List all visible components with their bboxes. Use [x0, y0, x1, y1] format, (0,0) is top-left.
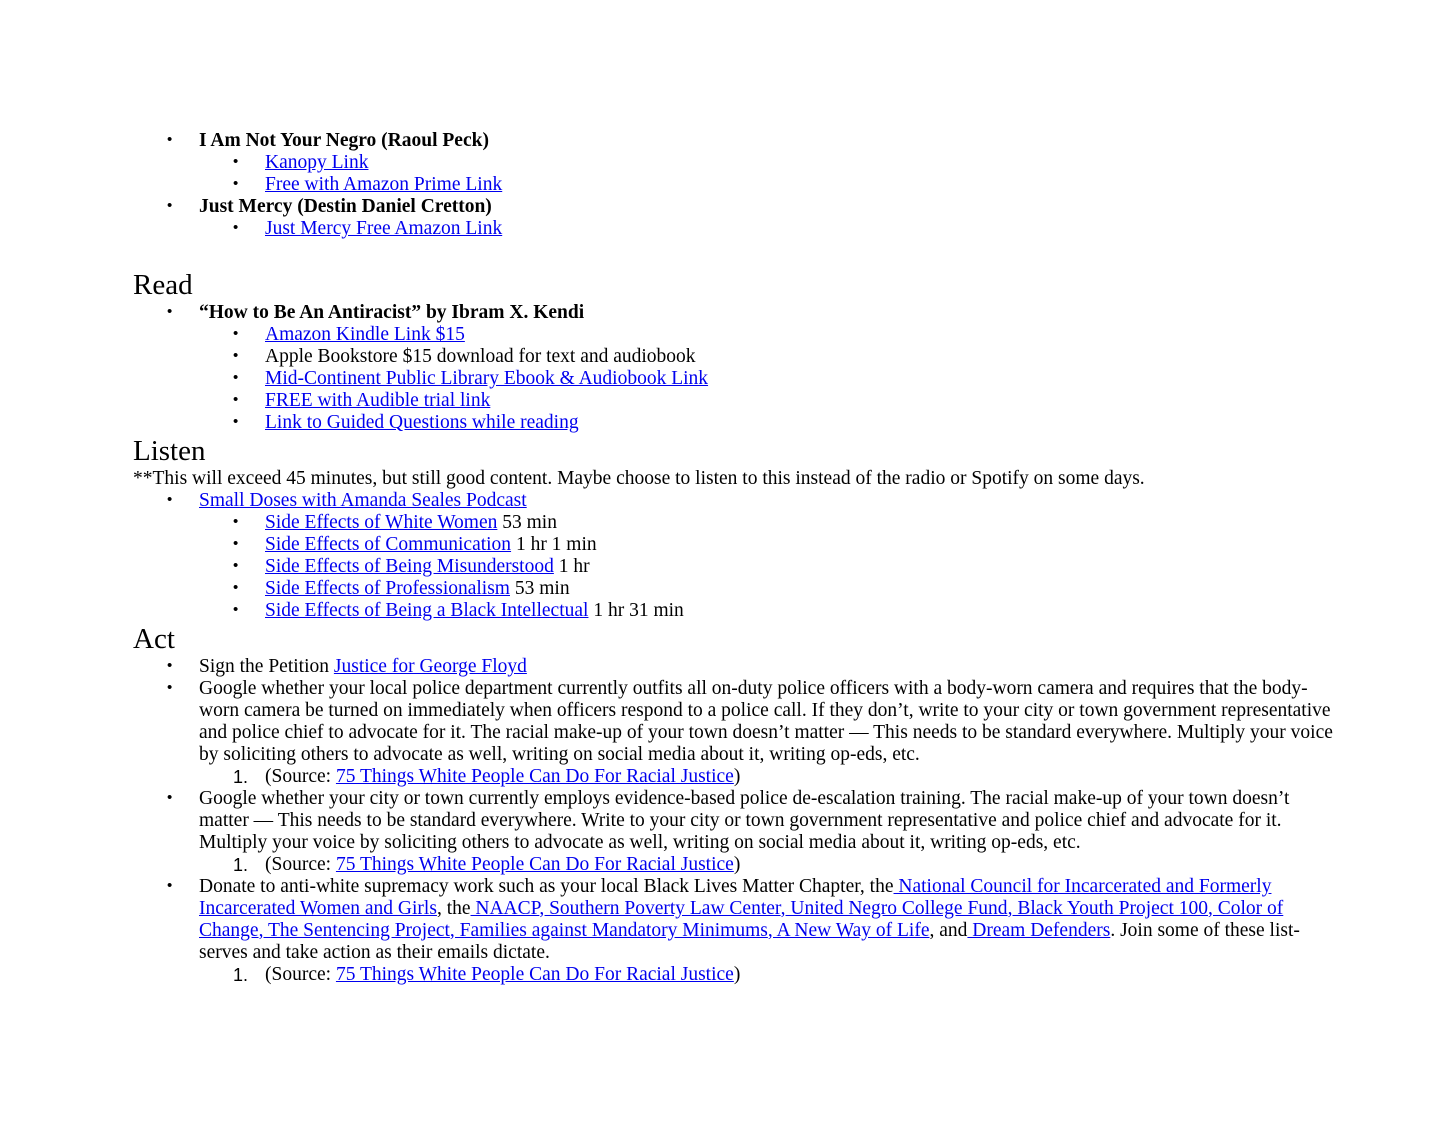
film-item	[133, 130, 1333, 152]
read-link-item	[133, 390, 1333, 412]
episode-duration: 53 min	[509, 578, 570, 599]
donate-link-splc[interactable]: , Southern Poverty Law Center	[539, 898, 781, 919]
donate-link-uncf[interactable]: , United Negro College Fund	[780, 898, 1008, 919]
film-item	[133, 196, 1333, 218]
episode-item	[133, 578, 1333, 600]
bullet-icon: •	[233, 369, 239, 386]
audible-trial-link[interactable]: FREE with Audible trial link	[265, 390, 491, 411]
bullet-icon: •	[167, 789, 173, 806]
list-number: 1.	[233, 767, 249, 787]
body-camera-item	[133, 678, 1333, 766]
episode-duration: 1 hr	[553, 556, 590, 577]
donate-link-famm[interactable]: , Families against Mandatory Minimums	[449, 920, 768, 941]
bullet-icon: •	[233, 513, 239, 530]
donate-link-dream-defenders[interactable]: Dream Defenders	[967, 920, 1111, 941]
listen-list	[133, 490, 1333, 622]
guided-questions-link[interactable]: Link to Guided Questions while reading	[265, 412, 579, 433]
read-heading: Read	[133, 269, 193, 301]
bullet-icon: •	[167, 131, 173, 148]
source-link[interactable]: 75 Things White People Can Do For Racial Justice	[335, 766, 734, 787]
bullet-icon: •	[167, 657, 173, 674]
donate-link-sentencing-project[interactable]: , The Sentencing Project	[258, 920, 450, 941]
episode-item	[133, 534, 1333, 556]
episode-link[interactable]: Side Effects of White Women	[265, 512, 498, 533]
petition-link[interactable]: Justice for George Floyd	[333, 656, 527, 677]
amazon-kindle-link[interactable]: Amazon Kindle Link $15	[265, 324, 465, 345]
donate-link-ncifiwg[interactable]: National Council for Incarcerated and Formerly Incarcerated Women and Girls	[199, 876, 1272, 919]
list-number: 1.	[233, 965, 249, 985]
petition-item	[133, 656, 1333, 678]
source-link[interactable]: 75 Things White People Can Do For Racial Justice	[335, 964, 734, 985]
episode-item	[133, 600, 1333, 622]
film-link-item	[133, 174, 1333, 196]
list-number: 1.	[233, 855, 249, 875]
read-list	[133, 302, 1333, 434]
episode-item	[133, 512, 1333, 534]
donate-link-byp100[interactable]: , Black Youth Project 100	[1007, 898, 1208, 919]
bullet-icon: •	[233, 535, 239, 552]
read-link-item	[133, 368, 1333, 390]
film-link-item	[133, 218, 1333, 240]
kanopy-link[interactable]: Kanopy Link	[265, 152, 369, 173]
act-list	[133, 656, 1333, 986]
act-heading: Act	[133, 623, 175, 655]
book-item	[133, 302, 1333, 324]
bullet-icon: •	[233, 413, 239, 430]
section-spacer	[133, 240, 1333, 268]
bullet-icon: •	[233, 175, 239, 192]
amazon-prime-link[interactable]: Free with Amazon Prime Link	[265, 174, 503, 195]
donate-text: , the	[436, 898, 471, 919]
source-link[interactable]: 75 Things White People Can Do For Racial Justice	[335, 854, 734, 875]
bullet-icon: •	[167, 197, 173, 214]
film-link-item	[133, 152, 1333, 174]
read-link-item	[133, 346, 1333, 368]
donate-link-color-of-change[interactable]: , Color of Change	[199, 898, 1284, 941]
source-suffix: )	[733, 854, 741, 875]
bullet-icon: •	[167, 679, 173, 696]
episode-duration: 1 hr 31 min	[588, 600, 684, 621]
bullet-icon: •	[233, 325, 239, 342]
episode-link[interactable]: Side Effects of Communication	[265, 534, 512, 555]
donate-link-new-way-of-life[interactable]: , A New Way of Life	[767, 920, 930, 941]
bullet-icon: •	[233, 347, 239, 364]
listen-heading: Listen	[133, 435, 206, 467]
film-title: Just Mercy (Destin Daniel Cretton)	[199, 196, 492, 217]
episode-duration: 53 min	[497, 512, 557, 533]
read-link-item	[133, 324, 1333, 346]
donate-text: , and	[929, 920, 968, 941]
source-item	[133, 766, 1333, 788]
episode-link[interactable]: Side Effects of Professionalism	[265, 578, 510, 599]
bullet-icon: •	[233, 153, 239, 170]
bullet-icon: •	[233, 557, 239, 574]
apple-bookstore-text: Apple Bookstore $15 download for text and audiobook	[265, 346, 696, 367]
source-prefix: (Source:	[265, 854, 336, 875]
bullet-icon: •	[233, 579, 239, 596]
donate-prefix: Donate to anti-white supremacy work such as your local Black Lives Matter Chapter, the	[199, 876, 894, 897]
bullet-icon: •	[167, 491, 173, 508]
watch-list	[133, 130, 1333, 240]
donate-link-naacp[interactable]: NAACP	[470, 898, 540, 919]
podcast-link[interactable]: Small Doses with Amanda Seales Podcast	[199, 490, 527, 511]
listen-note: **This will exceed 45 minutes, but still good content. Maybe choose to listen to this instead of the radio or Spotify on some days.	[133, 468, 1145, 489]
podcast-item	[133, 490, 1333, 512]
bullet-icon: •	[233, 219, 239, 236]
source-prefix: (Source:	[265, 964, 336, 985]
book-title: “How to Be An Antiracist” by Ibram X. Kendi	[199, 302, 585, 323]
episode-duration: 1 hr 1 min	[511, 534, 597, 555]
episode-link[interactable]: Side Effects of Being a Black Intellectual	[265, 600, 589, 621]
bullet-icon: •	[167, 877, 173, 894]
source-item	[133, 964, 1333, 986]
just-mercy-amazon-link[interactable]: Just Mercy Free Amazon Link	[265, 218, 503, 239]
deescalation-text: Google whether your city or town currently employs evidence-based police de-escalation training. The racial make-up of your town doesn’t matter — This needs to be standard everywhere. Write to your city or town government representative and police chief and advocate for it. Multiply your voice by soliciting others to advocate as well, writing on social media about it, writing op-eds, etc.	[199, 788, 1290, 853]
film-title: I Am Not Your Negro (Raoul Peck)	[199, 130, 489, 151]
episode-link[interactable]: Side Effects of Being Misunderstood	[265, 556, 554, 577]
source-suffix: )	[733, 964, 741, 985]
bullet-icon: •	[233, 601, 239, 618]
bullet-icon: •	[167, 303, 173, 320]
donate-suffix: . Join some of these list-serves and take action as their emails dictate.	[199, 920, 1300, 963]
source-prefix: (Source:	[265, 766, 336, 787]
episode-item	[133, 556, 1333, 578]
donate-item	[133, 876, 1333, 964]
read-link-item	[133, 412, 1333, 434]
source-suffix: )	[733, 766, 741, 787]
source-item	[133, 854, 1333, 876]
deescalation-item	[133, 788, 1333, 854]
body-camera-text: Google whether your local police department currently outfits all on-duty police officers with a body-worn camera and requires that the body-worn camera be turned on immediately when officers respond to a police call. If they don’t, write to your city or town government representative and police chief to advocate for it. The racial make-up of your town doesn’t matter — This needs to be standard everywhere. Multiply your voice by soliciting others to advocate as well, writing on social media about it, writing op-eds, etc.	[199, 678, 1333, 765]
document-body	[133, 130, 1333, 986]
petition-prefix: Sign the Petition	[199, 656, 334, 677]
bullet-icon: •	[233, 391, 239, 408]
library-ebook-link[interactable]: Mid-Continent Public Library Ebook & Audiobook Link	[265, 368, 709, 389]
